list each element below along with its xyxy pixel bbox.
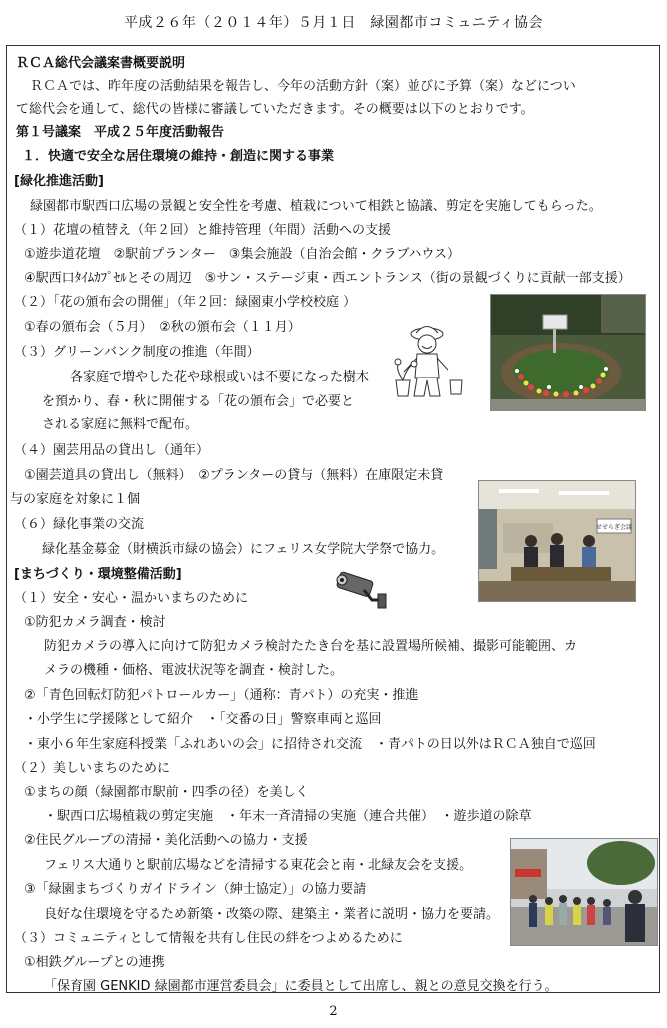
text-line: （６）緑化事業の交流 <box>14 517 145 532</box>
text-line: ①園芸道具の貸出し（無料） ②プランターの貸与（無料）在庫限定未貸 <box>24 468 444 483</box>
text-line: て総代会を通して、総代の皆様に審議していただきます。その概要は以下のとおりです。 <box>16 102 534 117</box>
text-line: フェリス大通りと駅前広場などを清掃する東花会と南・北緑友会を支援。 <box>44 858 473 873</box>
text-line: ・東小６年生家庭科授業「ふれあいの会」に招待され交流 ・青パトの日以外はＲＣＡ独自で巡回 <box>24 737 596 752</box>
flower-bed-photo <box>490 294 646 411</box>
text-line: [緑化推進活動] <box>14 174 104 189</box>
text-line: （４）園芸用品の貸出し（通年） <box>14 443 210 458</box>
text-line: メラの機種・価格、電波状況等を調査・検討した。 <box>44 663 344 678</box>
text-line: 緑化基金募金（財横浜市緑の協会）にフェリス女学院大学祭で協力。 <box>42 542 445 557</box>
text-line: 緑園都市駅西口広場の景観と安全性を考慮、植栽について相鉄と協議、剪定を実施してもらった。 <box>30 199 602 214</box>
text-line: （２）「花の頒布会の開催」（年２回：緑園東小学校校庭 ） <box>14 295 357 310</box>
text-line: ＲＣＡでは、昨年度の活動結果を報告し、今年の活動方針（案）並びに予算（案）などについ <box>30 79 576 94</box>
text-line: （３）コミュニティとして情報を共有し住民の絆をつよめるために <box>14 931 403 946</box>
text-line: ・小学生に学援隊として紹介 ・「交番の日」警察車両と巡回 <box>24 712 382 727</box>
text-line: を預かり、春・秋に開催する「花の頒布会」で必要と <box>42 394 355 409</box>
cleanup-group-photo <box>510 838 658 946</box>
text-line: （１）安全・安心・温かいまちのために <box>14 591 249 606</box>
text-line: ①まちの顔（緑園都市駅前・四季の径）を美しく <box>24 785 309 800</box>
meeting-room-photo <box>478 480 636 602</box>
text-line: ③「緑園まちづくりガイドライン（紳士協定）」の協力要請 <box>24 882 367 897</box>
text-line: ①春の頒布会（５月） ②秋の頒布会（１１月） <box>24 320 301 335</box>
text-line: ①遊歩道花壇 ②駅前プランター ③集会施設（自治会館・クラブハウス） <box>24 247 461 262</box>
text-line: ②「青色回転灯防犯パトロールカー」（通称：青パト）の充実・推進 <box>24 688 419 703</box>
text-line: ①防犯カメラ調査・検討 <box>24 615 166 630</box>
text-line: 防犯カメラの導入に向けて防犯カメラ検討たたき台を基に設置場所候補、撮影可能範囲、カ <box>44 639 578 654</box>
gardener-illustration <box>384 320 474 402</box>
text-line: １．快適で安全な居住環境の維持・創造に関する事業 <box>22 149 335 164</box>
text-line: ②住民グループの清掃・美化活動への協力・支援 <box>24 833 308 848</box>
text-line: 「保育園 GENKID 緑園都市運営委員会」に委員として出席し、親との意見交換を行う。 <box>44 979 558 994</box>
security-camera-icon <box>334 568 388 610</box>
text-line: 与の家庭を対象に１個 <box>10 492 141 507</box>
text-line: [まちづくり・環境整備活動] <box>14 567 182 582</box>
text-line: ・駅西口広場植栽の剪定実施 ・年末一斉清掃の実施（連合共催） ・遊歩道の除草 <box>44 809 532 824</box>
text-line: される家庭に無料で配布。 <box>42 417 199 432</box>
text-line: 各家庭で増やした花や球根或いは不要になった樹木 <box>70 370 370 385</box>
text-line: （１）花壇の植替え（年２回）と維持管理（年間）活動への支援 <box>14 223 392 238</box>
text-line: ＲＣＡ総代会議案書概要説明 <box>16 56 186 71</box>
text-line: （３）グリーンバンク制度の推進（年間） <box>14 345 260 360</box>
meeting-sign-text: せせらぎ会議 <box>595 524 633 531</box>
page-header: 平成２６年（２０１４年）５月１日 緑園都市コミュニティ協会 <box>123 15 544 31</box>
text-line: 良好な住環境を守るため新築・改築の際、建築主・業者に説明・協力を要請。 <box>44 907 500 922</box>
text-line: 第１号議案 平成２５年度活動報告 <box>16 125 225 140</box>
text-line: （２）美しいまちのために <box>14 761 171 776</box>
page-number: 2 <box>329 1004 338 1019</box>
text-line: ①相鉄グループとの連携 <box>24 955 165 970</box>
text-line: ④駅西口ﾀｲﾑｶﾌﾟｾﾙとその周辺 ⑤サン・ステージ東・西エントランス（街の景観づくりに貢献一部支援） <box>24 271 631 286</box>
